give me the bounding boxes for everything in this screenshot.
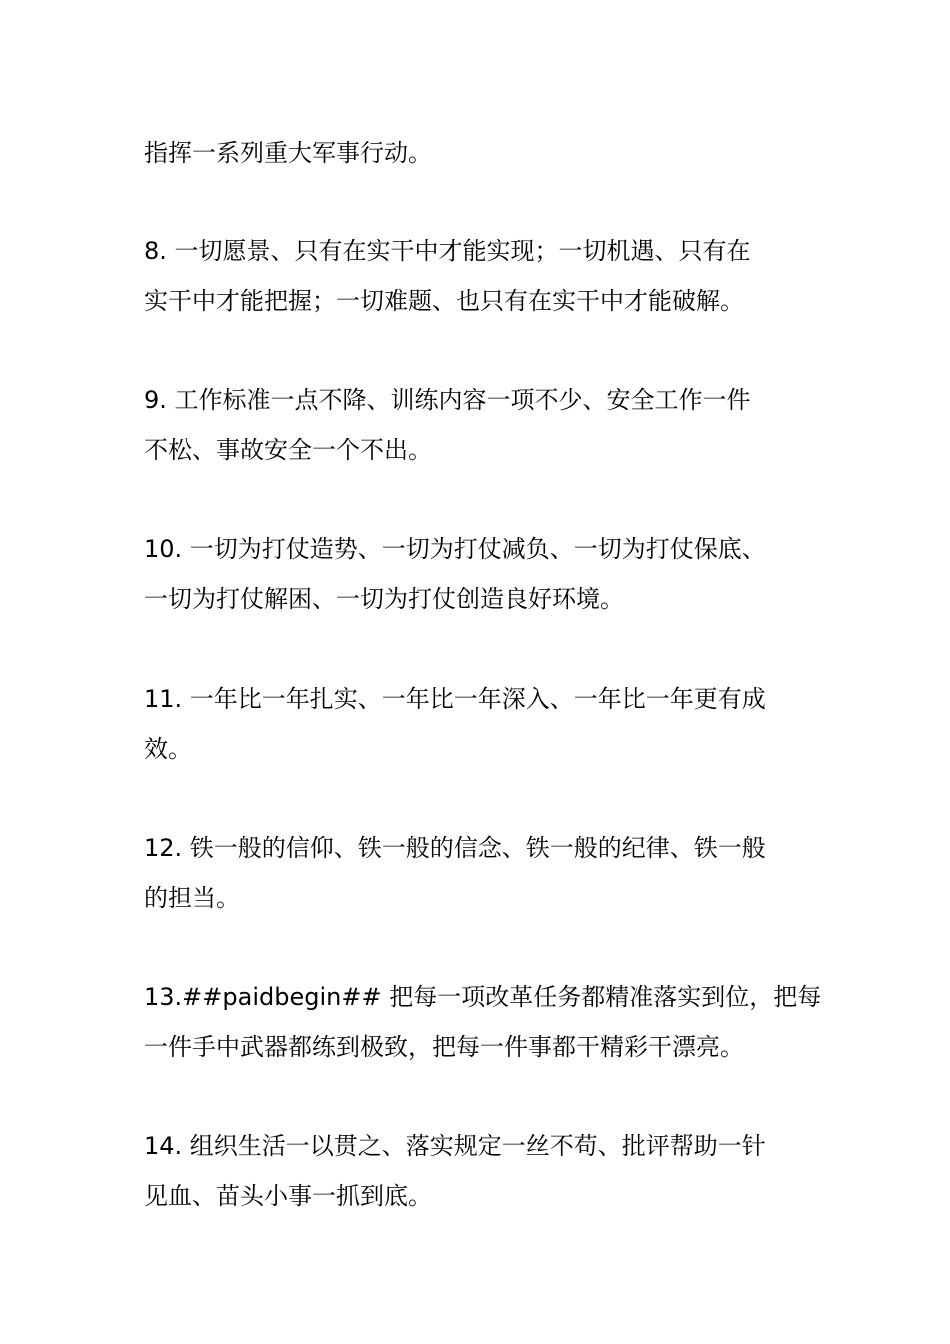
text-line: 一切为打仗解困、一切为打仗创造良好环境。 [144,585,624,613]
paragraph-item-12 [144,823,812,923]
text-line: 11. 一年比一年扎实、一年比一年深入、一年比一年更有成 [144,685,766,713]
paragraph-continuation [144,128,812,178]
paragraph-item-8 [144,226,812,326]
text-line: 14. 组织生活一以贯之、落实规定一丝不苟、批评帮助一针 [144,1132,766,1160]
text-line: 9. 工作标准一点不降、训练内容一项不少、安全工作一件 [144,386,751,414]
paragraph-item-13 [144,972,822,1072]
text-line: 效。 [144,735,192,763]
text-line: 不松、事故安全一个不出。 [144,436,432,464]
text-line: 8. 一切愿景、只有在实干中才能实现；一切机遇、只有在 [144,237,751,265]
text-line: 10. 一切为打仗造势、一切为打仗减负、一切为打仗保底、 [144,535,766,563]
text-line: 的担当。 [144,884,240,912]
text-line: 实干中才能把握；一切难题、也只有在实干中才能破解。 [144,287,744,315]
paragraph-item-10 [144,524,812,624]
text-line: 指挥一系列重大军事行动。 [144,139,432,167]
text-line: 13.##paidbegin## 把每一项改革任务都精准落实到位，把每 [144,983,822,1011]
paragraph-item-9 [144,375,812,475]
text-line: 见血、苗头小事一抓到底。 [144,1182,432,1210]
text-line: 一件手中武器都练到极致，把每一件事都干精彩干漂亮。 [144,1033,744,1061]
text-line: 12. 铁一般的信仰、铁一般的信念、铁一般的纪律、铁一般 [144,834,766,862]
paragraph-item-11 [144,674,812,774]
paragraph-item-14 [144,1121,812,1221]
